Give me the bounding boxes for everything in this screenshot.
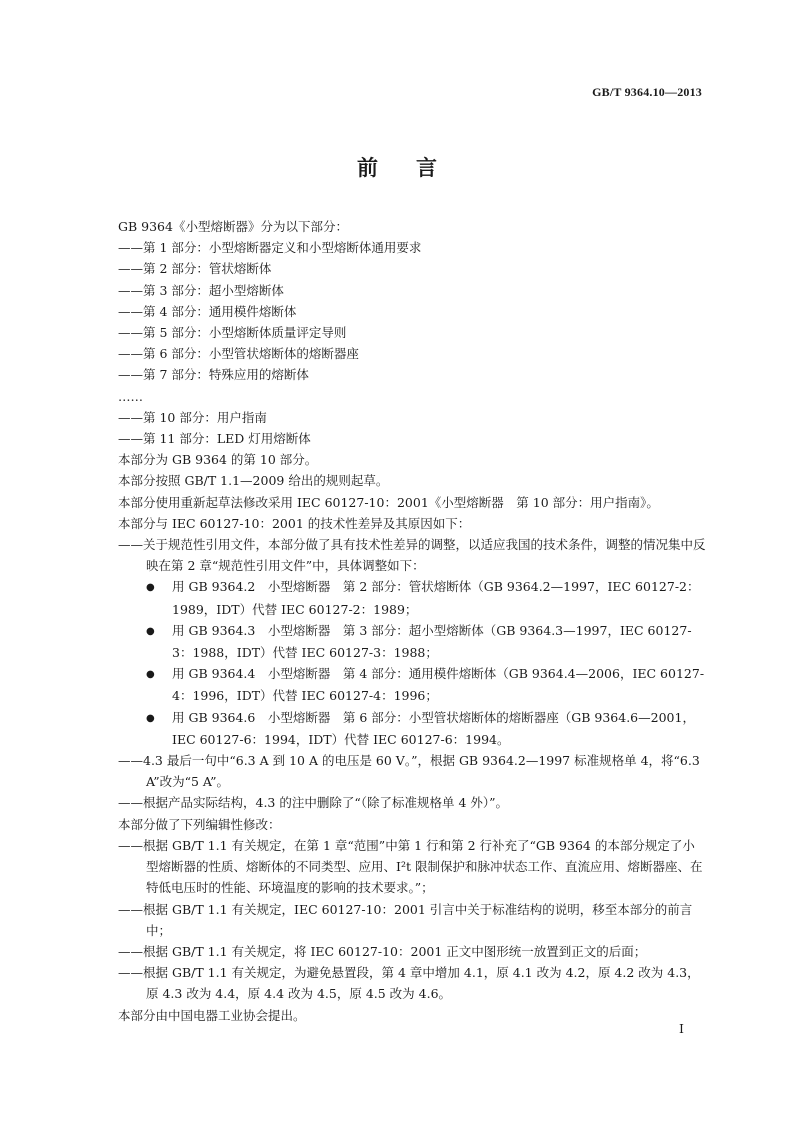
bullet-item bbox=[118, 663, 706, 706]
part-list-item: ——第 5 部分：小型熔断体质量评定导则 bbox=[118, 325, 347, 341]
technical-diff-item: ——4.3 最后一句中“6.3 A 到 10 A 的电压是 60 V。”，根据 GB 9364.2—1997 标准规格单 4，将“6.3 A”改为“5 A”。 bbox=[118, 753, 700, 790]
bullet-dot-icon bbox=[146, 707, 172, 729]
editorial-item: ——根据 GB/T 1.1 有关规定，在第 1 章“范围”中第 1 行和第 2 行补充了“GB 9364 的本部分规定了小型熔断器的性质、熔断体的不同类型、应用、I²t 限制保护和脉冲状态工作、直流应用、熔断器座、在特低电压时的性能、环境温度的影响的技术要求。”； bbox=[118, 837, 703, 896]
ellipsis-line: …… bbox=[118, 388, 143, 404]
bullet-item bbox=[118, 707, 706, 750]
paragraph: 本部分使用重新起草法修改采用 IEC 60127-10：2001《小型熔断器 第 10 部分：用户指南》。 bbox=[118, 494, 659, 510]
bullet-text: 用 GB 9364.2 小型熔断器 第 2 部分：管状熔断体（GB 9364.2—1997，IEC 60127-2：1989，IDT）代替 IEC 60127-2：1989； bbox=[172, 579, 700, 617]
paragraph: 本部分与 IEC 60127-10：2001 的技术性差异及其原因如下： bbox=[118, 515, 471, 531]
bullet-dot-icon bbox=[146, 620, 172, 642]
editorial-item: ——根据 GB/T 1.1 有关规定，将 IEC 60127-10：2001 正文中图形统一放置到正文的后面； bbox=[118, 943, 647, 959]
part-list-item: ——第 6 部分：小型管状熔断体的熔断器座 bbox=[118, 346, 359, 362]
part-list-item: ——第 3 部分：超小型熔断体 bbox=[118, 282, 284, 298]
technical-diff-item: ——根据产品实际结构，4.3 的注中删除了“（除了标准规格单 4 外）”。 bbox=[118, 795, 509, 811]
page-title: 前言 bbox=[357, 156, 475, 180]
part-list-item: ——第 11 部分：LED 灯用熔断体 bbox=[118, 431, 311, 447]
bullet-item bbox=[118, 576, 706, 619]
part-list-item: ——第 2 部分：管状熔断体 bbox=[118, 261, 272, 277]
paragraph: 本部分按照 GB/T 1.1—2009 给出的规则起草。 bbox=[118, 473, 389, 489]
paragraph: 本部分为 GB 9364 的第 10 部分。 bbox=[118, 452, 318, 468]
bullet-dot-icon bbox=[146, 576, 172, 598]
page-number: I bbox=[679, 1021, 684, 1036]
intro-line: GB 9364《小型熔断器》分为以下部分： bbox=[118, 219, 348, 234]
editorial-item: ——根据 GB/T 1.1 有关规定，IEC 60127-10：2001 引言中关于标准结构的说明，移至本部分的前言中； bbox=[118, 901, 693, 938]
bullet-text: 用 GB 9364.3 小型熔断器 第 3 部分：超小型熔断体（GB 9364.3—1997，IEC 60127-3：1988，IDT）代替 IEC 60127-3：1988； bbox=[172, 622, 692, 661]
technical-diff-intro: ——关于规范性引用文件，本部分做了具有技术性差异的调整，以适应我国的技术条件，调整的情况集中反映在第 2 章“规范性引用文件”中，具体调整如下： bbox=[118, 537, 706, 574]
document-body bbox=[118, 216, 706, 1026]
part-list-item: ——第 4 部分：通用模件熔断体 bbox=[118, 303, 297, 319]
closing-paragraph: 本部分由中国电器工业协会提出。 bbox=[118, 1007, 306, 1023]
editorial-intro: 本部分做了下列编辑性修改： bbox=[118, 816, 281, 832]
page-header-doc-id: GB/T 9364.10—2013 bbox=[592, 85, 702, 99]
editorial-item: ——根据 GB/T 1.1 有关规定，为避免悬置段，第 4 章中增加 4.1，原 4.1 改为 4.2，原 4.2 改为 4.3，原 4.3 改为 4.4，原 4.4 改为 4.5，原 4.5 改为 4.6。 bbox=[118, 965, 700, 1002]
bullet-text: 用 GB 9364.4 小型熔断器 第 4 部分：通用模件熔断体（GB 9364.4—2006，IEC 60127-4：1996，IDT）代替 IEC 60127-4：1996； bbox=[172, 666, 705, 704]
bullet-dot-icon bbox=[146, 663, 172, 685]
bullet-item bbox=[118, 620, 706, 663]
part-list-item: ——第 1 部分：小型熔断器定义和小型熔断体通用要求 bbox=[118, 240, 422, 256]
part-list-item: ——第 7 部分：特殊应用的熔断体 bbox=[118, 367, 309, 383]
bullet-text: 用 GB 9364.6 小型熔断器 第 6 部分：小型管状熔断体的熔断器座（GB 9364.6—2001，IEC 60127-6：1994，IDT）代替 IEC 60127-6：1994。 bbox=[172, 709, 695, 747]
part-list-item: ——第 10 部分：用户指南 bbox=[118, 409, 267, 425]
